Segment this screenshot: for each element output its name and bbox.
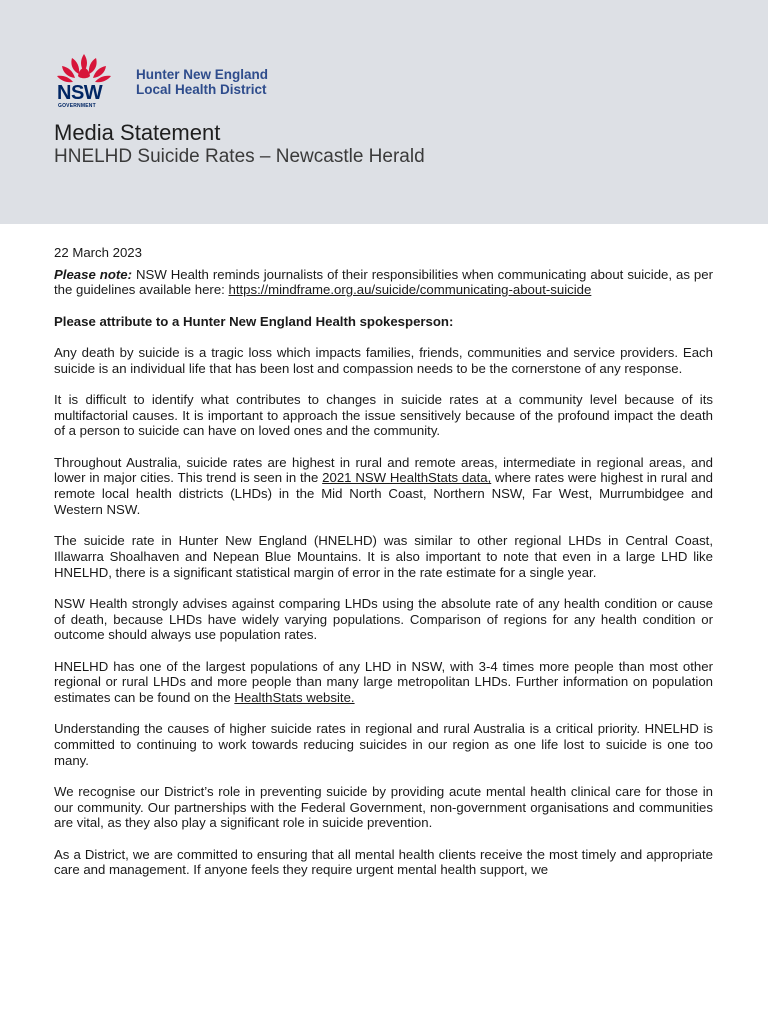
district-name [136,67,268,97]
page-title: Media Statement [54,120,221,145]
paragraph-3 [54,455,713,518]
note-text: NSW Health reminds journalists of their responsibilities when communicating about suicide, as per the guidelines available here: [54,266,713,298]
paragraph-3-text-a: Throughout Australia, suicide rates are highest in rural and remote areas, intermediate in regional areas, and lower in major cities. This trend is seen in the [54,454,713,486]
paragraph-6 [54,659,713,706]
paragraph-5: NSW Health strongly advises against comparing LHDs using the absolute rate of any health condition or cause of death, because LHDs have widely varying populations. Comparison of regions for any health condition or outcome should always use population rates. [54,595,713,643]
healthstats-website-link[interactable]: HealthStats website. [234,689,355,705]
district-line-2: Local Health District [136,82,267,97]
page-subtitle: HNELHD Suicide Rates – Newcastle Herald [54,146,425,167]
please-note-paragraph [54,267,713,298]
paragraph-8: We recognise our District’s role in preventing suicide by providing acute mental health clinical care for those in our community. Our partnerships with the Federal Government, non-government organisations and communities are vital, as they also play a significant role in suicide prevention. [54,783,713,831]
mindframe-link[interactable]: https://mindframe.org.au/suicide/communicating-about-suicide [228,282,592,298]
paragraph-7: Understanding the causes of higher suicide rates in regional and rural Australia is a critical priority. HNELHD is committed to continuing to work towards reducing suicides in our region as one life lost to suicide is one too many. [54,721,713,768]
logo-government-text: GOVERNMENT [58,103,96,109]
statement-body [54,245,713,894]
statement-date: 22 March 2023 [54,245,142,260]
paragraph-1: Any death by suicide is a tragic loss which impacts families, friends, communities and service providers. Each suicide is an individual life that has been lost and compassion needs to be the cornerstone of any response. [54,345,713,376]
healthstats-data-link[interactable]: 2021 NSW HealthStats data, [322,470,492,486]
attribution-line: Please attribute to a Hunter New England Health spokesperson: [54,313,454,329]
paragraph-9: As a District, we are committed to ensuring that all mental health clients receive the most timely and appropriate care and management. If anyone feels they require urgent mental health support, we [54,846,713,878]
paragraph-2: It is difficult to identify what contributes to changes in suicide rates at a community level because of its multifactorial causes. It is important to approach the issue sensitively because of the profound impact the death of a person to suicide can have on loved ones and the community. [54,392,713,439]
header-band [0,0,768,224]
paragraph-6-text: HNELHD has one of the largest populations of any LHD in NSW, with 3-4 times more people than most other regional or rural LHDs and more people than many large metropolitan LHDs. Further information on population estimates can be found on the [54,658,713,705]
logo-wordmark: NSW [57,82,103,104]
note-label: Please note: [54,266,133,282]
district-line-1: Hunter New England [136,67,269,82]
paragraph-4: The suicide rate in Hunter New England (HNELHD) was similar to other regional LHDs in Central Coast, Illawarra Shoalhaven and Nepean Blue Mountains. It is also important to note that even in a large LHD like HNELHD, there is a significant statistical margin of error in the rate estimate for a single year. [54,533,713,580]
paragraph-3-text-b: where rates were highest in rural and remote local health districts (LHDs) in the Mid North Coast, Northern NSW, Far West, Murrumbidgee and Western NSW. [54,470,713,517]
